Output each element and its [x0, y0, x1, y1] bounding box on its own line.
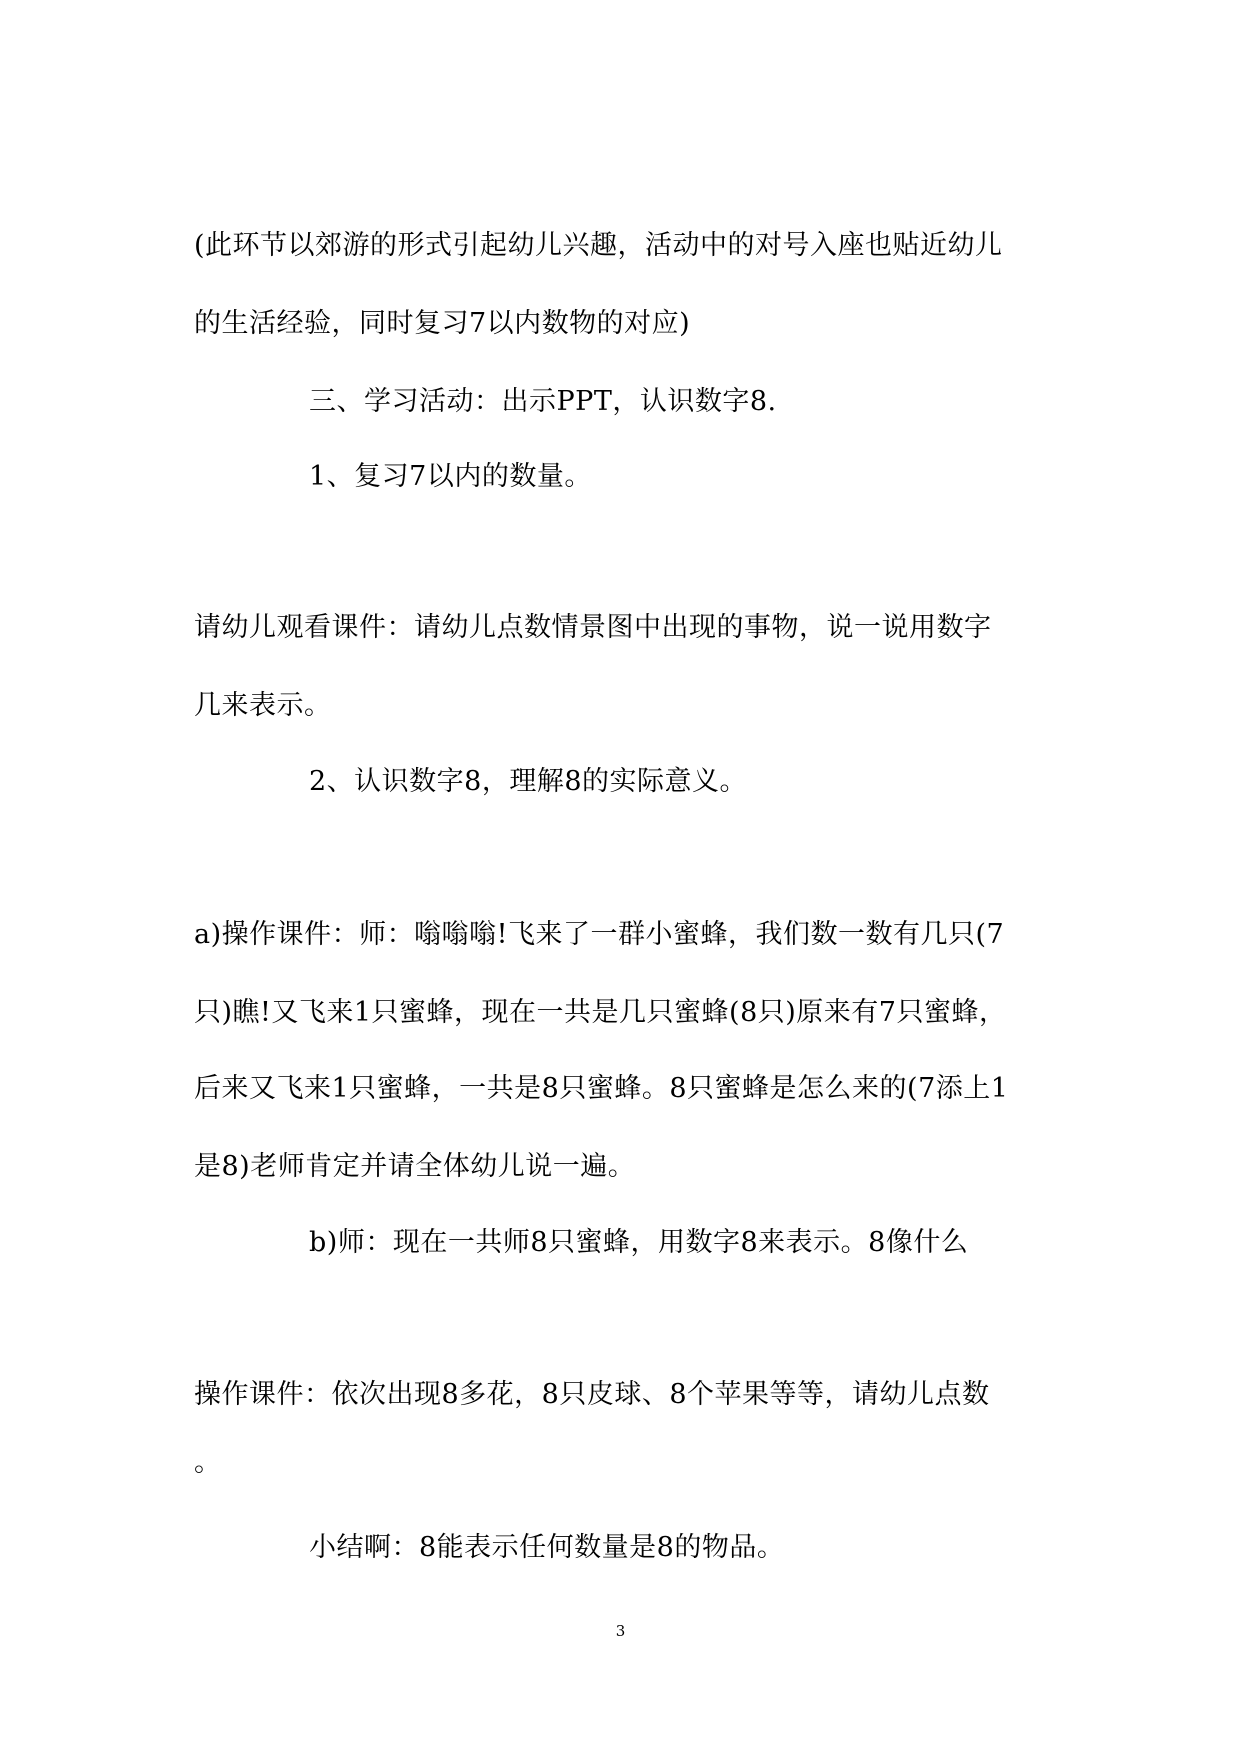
section-heading: 三、学习活动：出示PPT，认识数字8. [309, 386, 777, 417]
paragraph-line: b)师：现在一共师8只蜜蜂，用数字8来表示。8像什么 [309, 1227, 969, 1258]
subsection-heading: 1、复习7以内的数量。 [309, 461, 592, 492]
summary-line: 小结啊：8能表示任何数量是8的物品。 [309, 1532, 785, 1563]
page-number: 3 [615, 1622, 626, 1640]
paragraph-line: 后来又飞来1只蜜蜂，一共是8只蜜蜂。8只蜜蜂是怎么来的(7添上1 [194, 1073, 1009, 1104]
subsection-heading: 2、认识数字8，理解8的实际意义。 [309, 766, 748, 797]
paragraph-line: 的生活经验，同时复习7以内数物的对应) [194, 308, 691, 339]
paragraph-line: (此环节以郊游的形式引起幼儿兴趣，活动中的对号入座也贴近幼儿 [194, 230, 1003, 261]
paragraph-line: 操作课件：依次出现8多花，8只皮球、8个苹果等等，请幼儿点数 [194, 1379, 990, 1410]
paragraph-line: 请幼儿观看课件：请幼儿点数情景图中出现的事物，说一说用数字 [194, 612, 992, 643]
paragraph-line: 几来表示。 [194, 690, 332, 721]
paragraph-line: 只)瞧!又飞来1只蜜蜂，现在一共是几只蜜蜂(8只)原来有7只蜜蜂， [194, 997, 1007, 1028]
paragraph-line: 。 [194, 1447, 222, 1478]
paragraph-line: a)操作课件：师：嗡嗡嗡!飞来了一群小蜜蜂，我们数一数有几只(7 [194, 919, 1005, 950]
paragraph-line: 是8)老师肯定并请全体幼儿说一遍。 [194, 1151, 636, 1182]
